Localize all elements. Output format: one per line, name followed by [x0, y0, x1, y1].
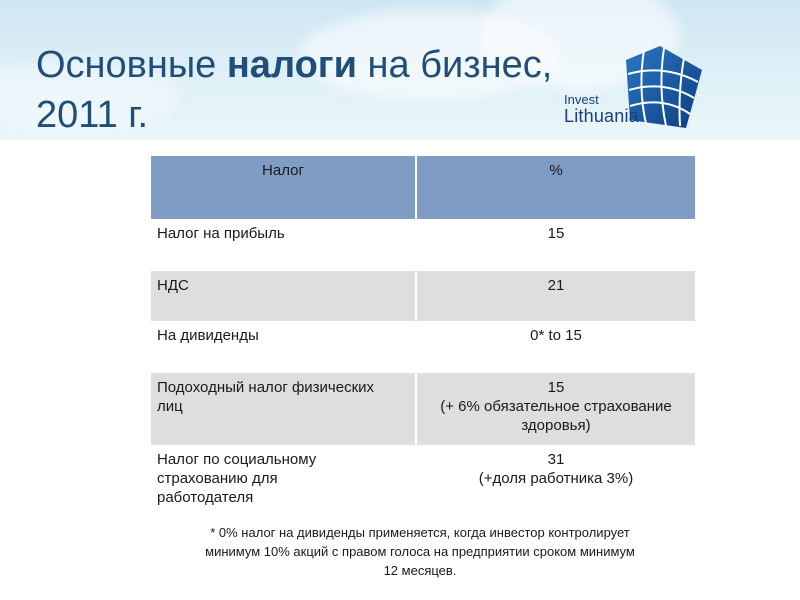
tax-rate-cell: 15: [547, 225, 565, 242]
slide-title: Основные налоги на бизнес, 2011 г.: [36, 44, 553, 136]
tax-rate-cell: 0* to 15: [530, 327, 582, 344]
tax-name-cell: Налог на прибыль: [151, 219, 416, 271]
tax-name-cell: Подоходный налог физических лиц: [151, 373, 416, 445]
tax-rate-cell: 31 (+доля работника 3%): [478, 451, 634, 487]
tax-rate-cell: 21: [416, 271, 695, 321]
table-row: [151, 321, 695, 373]
table-header-row: [151, 156, 695, 219]
column-header-tax: Налог: [151, 156, 416, 219]
logo-text-lithuania: Lithuania: [564, 106, 639, 126]
tax-name-cell: Налог по социальному страхованию для работодателя: [151, 445, 416, 512]
table-row: [151, 219, 695, 271]
footnote: * 0% налог на дивиденды применяется, когда инвестор контролирует минимум 10% акций с правом голоса на предприятии сроком минимум 12 месяцев.: [205, 525, 635, 578]
table-row: [151, 445, 695, 512]
invest-lithuania-logo: [560, 40, 800, 135]
logo-text-invest: Invest: [564, 92, 599, 107]
tax-name-cell: НДС: [151, 271, 416, 321]
table-row: [151, 271, 695, 321]
table-row: [151, 373, 695, 445]
tax-name-cell: На дивиденды: [151, 321, 416, 373]
column-header-percent: %: [416, 156, 695, 219]
tax-rate-cell: 15 (+ 6% обязательное страхование здоровья): [416, 373, 695, 445]
tax-table: [151, 156, 695, 512]
